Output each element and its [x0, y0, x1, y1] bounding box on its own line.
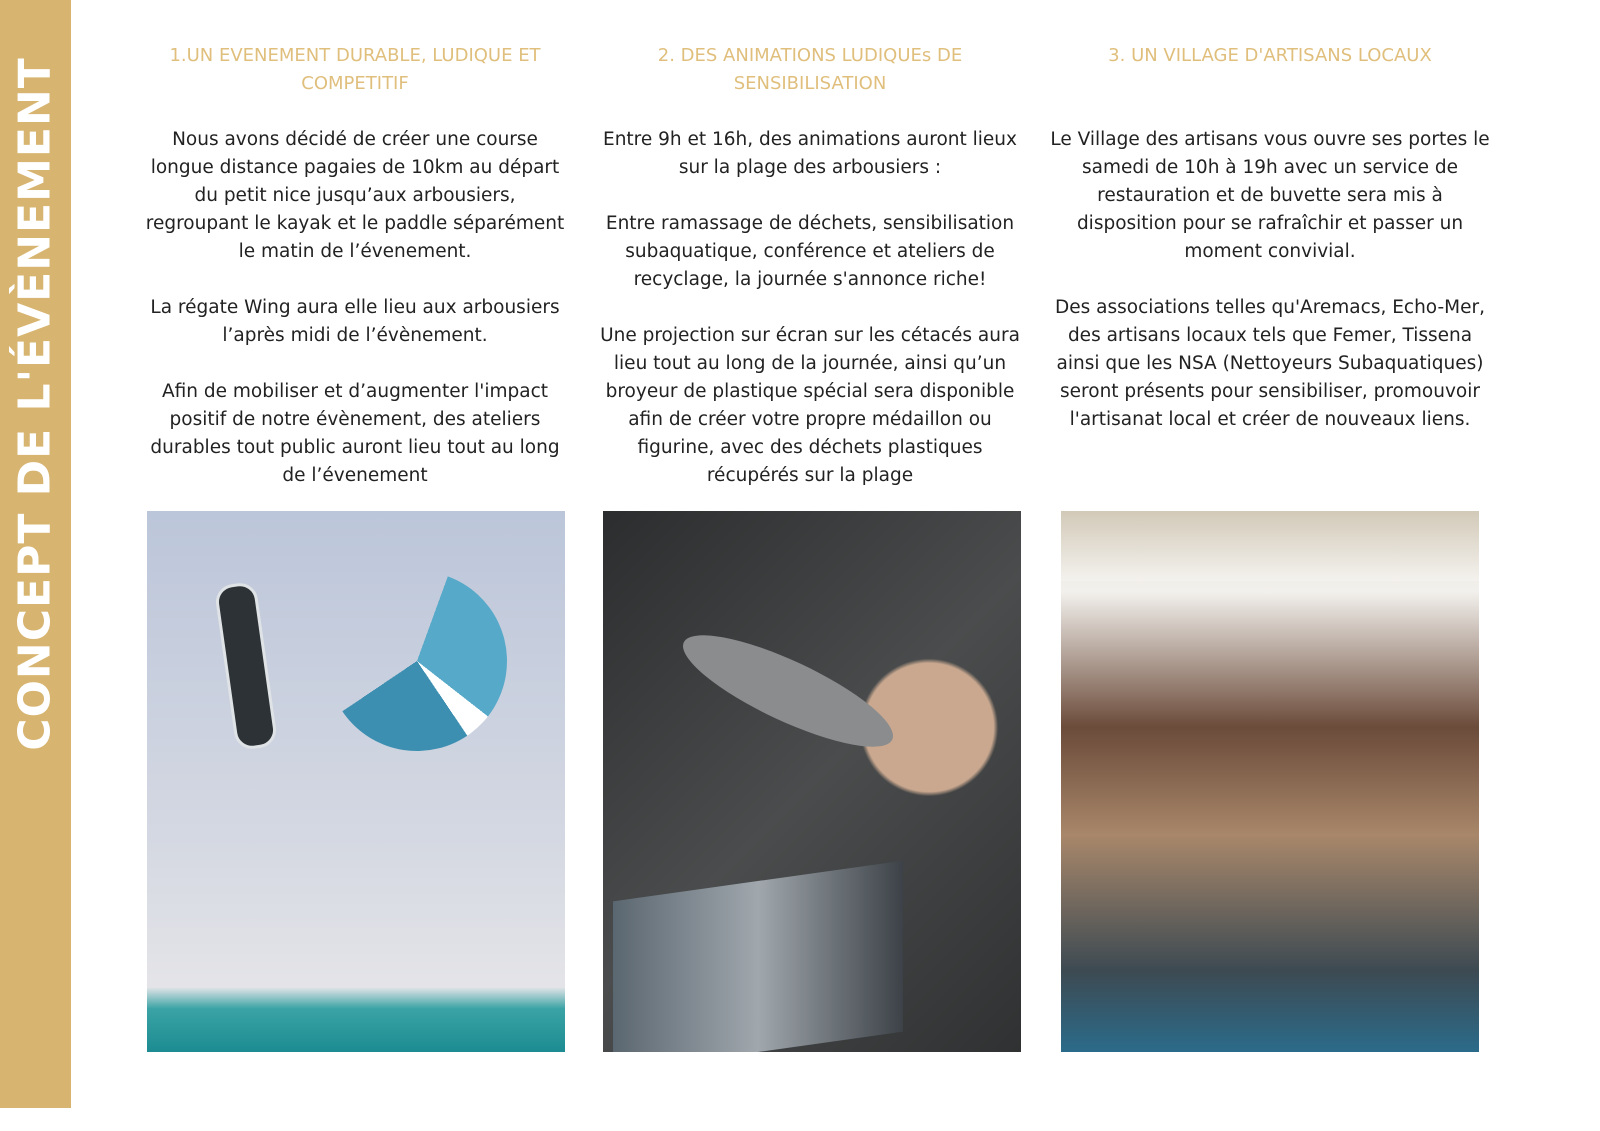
- column-sustainable-event: [135, 42, 575, 518]
- paragraph: Le Village des artisans vous ouvre ses portes le samedi de 10h à 19h avec un service de restauration et de buvette sera mis à disposition pour se rafraîchir et passer un moment convivial.: [1050, 129, 1490, 262]
- paragraph: La régate Wing aura elle lieu aux arbousiers l’après midi de l’évènement.: [150, 297, 560, 346]
- paragraph: Des associations telles qu'Aremacs, Echo-Mer, des artisans locaux tels que Femer, Tissena ainsi que les NSA (Nettoyeurs Subaquatiques) seront présents pour sensibiliser, promouvoir l'artisanat local et créer de nouveaux liens.: [1055, 297, 1485, 430]
- paragraph: Entre ramassage de déchets, sensibilisation subaquatique, conférence et ateliers de recyclage, la journée s'annonce riche!: [605, 213, 1015, 290]
- sidebar-band: [0, 0, 71, 1108]
- paragraph: Afin de mobiliser et d’augmenter l'impact positif de notre évènement, des ateliers durables tout public auront lieu tout au long de l’évenement: [150, 381, 560, 486]
- artisans-market-photo: [1061, 511, 1479, 1052]
- paragraph: Entre 9h et 16h, des animations auront lieux sur la plage des arbousiers :: [603, 129, 1017, 178]
- column-animations: [590, 42, 1030, 518]
- page-title: CONCEPT DE L'ÉVÈNEMENT: [9, 57, 61, 751]
- section-heading: 2. DES ANIMATIONS LUDIQUEs DE SENSIBILISATION: [657, 45, 963, 94]
- book-shape: [613, 861, 903, 1052]
- tent-roof-shape: [1061, 511, 1479, 581]
- paragraph: Une projection sur écran sur les cétacés aura lieu tout au long de la journée, ainsi qu’un broyeur de plastique spécial sera disponible afin de créer votre propre médaillon ou figurine, avec des déchets plastiques récupérés sur la plage: [600, 325, 1020, 486]
- column-artisans-village: [1050, 42, 1490, 462]
- section-heading: 1.UN EVENEMENT DURABLE, LUDIQUE ET COMPETITIF: [169, 45, 541, 94]
- whale-shape: [671, 615, 905, 767]
- section-heading: 3. UN VILLAGE D'ARTISANS LOCAUX: [1108, 45, 1432, 66]
- wing-kite-shape: [302, 546, 533, 777]
- woman-whale-book-photo: [603, 511, 1021, 1052]
- foil-board-shape: [214, 581, 279, 751]
- paragraph: Nous avons décidé de créer une course longue distance pagaies de 10km au départ du petit nice jusqu’aux arbousiers, regroupant le kayak et le paddle séparément le matin de l’évenement.: [145, 129, 565, 262]
- wing-foil-photo: [147, 511, 565, 1052]
